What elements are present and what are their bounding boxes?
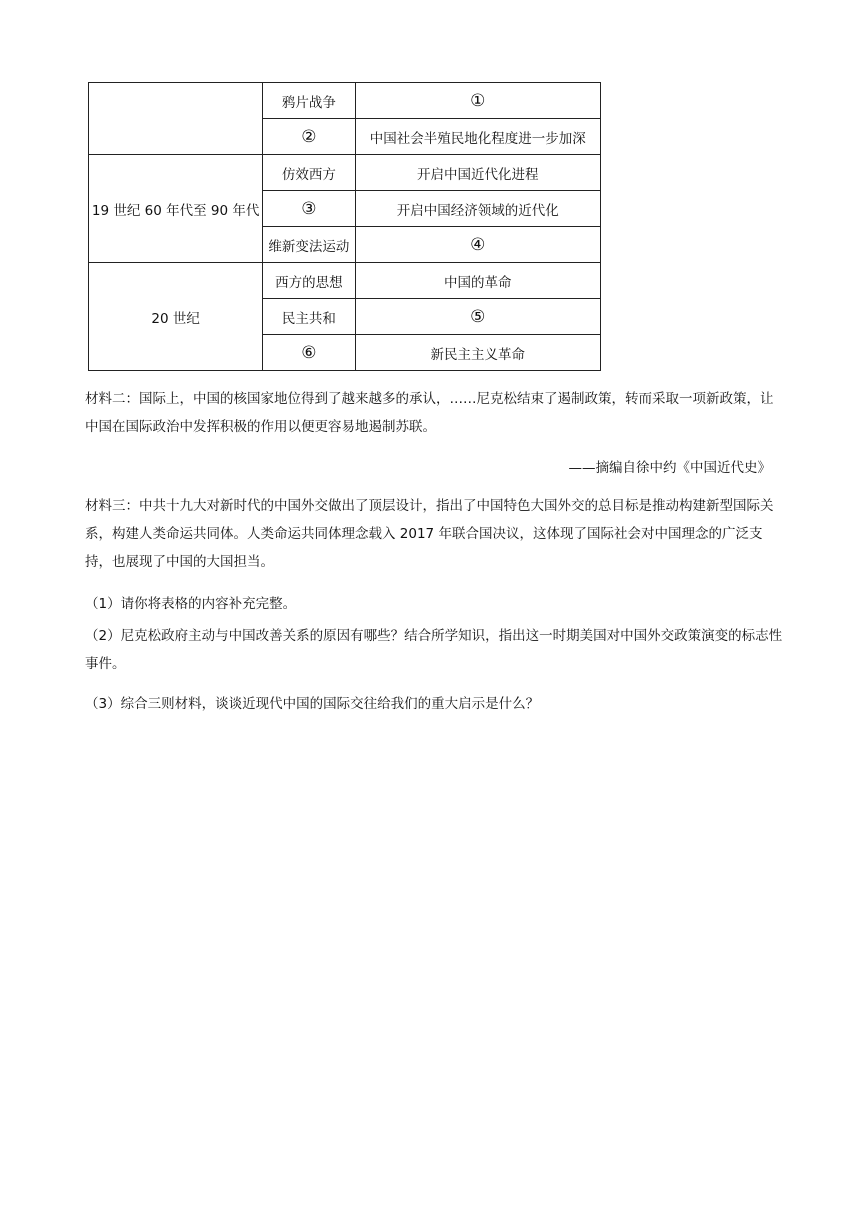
event-cell: 仿效西方 (263, 155, 355, 191)
result-cell: 中国的革命 (355, 263, 601, 299)
period-cell (89, 83, 263, 155)
result-cell: ④ (355, 227, 601, 263)
question-2: （2）尼克松政府主动与中国改善关系的原因有哪些？结合所学知识，指出这一时期美国对中国外交政策演变的标志性事件。 (85, 628, 783, 672)
table-row (89, 83, 601, 119)
event-cell: 民主共和 (263, 299, 355, 335)
event-cell: ② (263, 119, 355, 155)
event-cell: 西方的思想 (263, 263, 355, 299)
result-cell: ⑤ (355, 299, 601, 335)
result-cell: 开启中国经济领域的近代化 (355, 191, 601, 227)
event-cell: ③ (263, 191, 355, 227)
history-table (88, 82, 601, 371)
event-cell: 鸦片战争 (263, 83, 355, 119)
table-row (89, 155, 601, 191)
result-cell: 开启中国近代化进程 (355, 155, 601, 191)
question-3: （3）综合三则材料，谈谈近现代中国的国际交往给我们的重大启示是什么？ (85, 696, 540, 712)
material-two-text: 材料二：国际上，中国的核国家地位得到了越来越多的承认，……尼克松结束了遏制政策，转而采取一项新政策，让中国在国际政治中发挥积极的作用以便更容易地遏制苏联。 (85, 391, 774, 435)
period-cell: 19 世纪 60 年代至 90 年代 (89, 155, 263, 263)
table-row (89, 263, 601, 299)
question-1: （1）请你将表格的内容补充完整。 (85, 596, 297, 612)
event-cell: 维新变法运动 (263, 227, 355, 263)
period-cell: 20 世纪 (89, 263, 263, 371)
result-cell: 新民主主义革命 (355, 335, 601, 371)
result-cell: 中国社会半殖民地化程度进一步加深 (355, 119, 601, 155)
material-three-text: 材料三：中共十九大对新时代的中国外交做出了顶层设计，指出了中国特色大国外交的总目标是推动构建新型国际关系，构建人类命运共同体。人类命运共同体理念载入 2017 年联合国决议，这体现了国际社会对中国理念的广泛支持，也展现了中国的大国担当。 (85, 498, 774, 570)
material-two-source: ——摘编自徐中约《中国近代史》 (568, 460, 771, 476)
result-cell: ① (355, 83, 601, 119)
event-cell: ⑥ (263, 335, 355, 371)
